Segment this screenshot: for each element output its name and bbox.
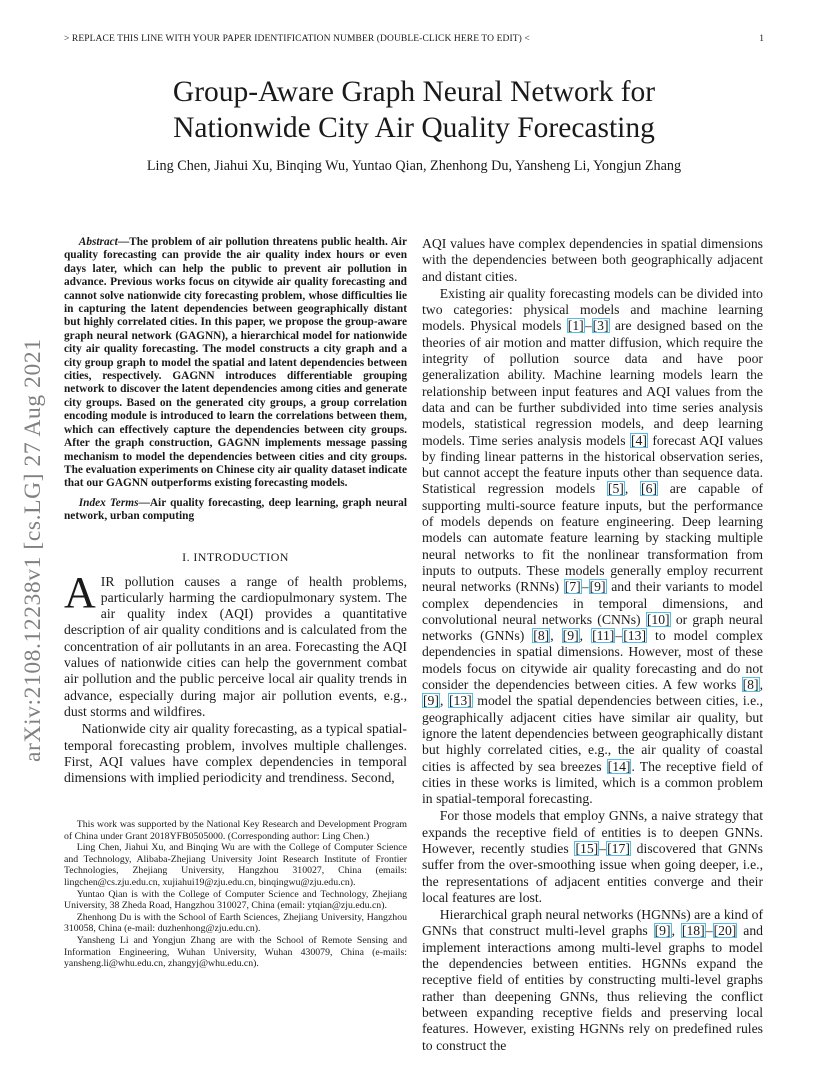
citation-link[interactable]: [17] [607,840,630,856]
footnote-affiliation-2: Yuntao Qian is with the College of Computer Science and Technology, Zhejiang University, 38 Zheda Road, Hangzhou 310027, China (email: ytqian@zju.edu.cn). [64,888,407,912]
title-line-1: Group-Aware Graph Neural Network for [172,76,656,108]
citation-link[interactable]: [9] [562,628,579,644]
page-number: 1 [759,34,764,44]
author-list: Ling Chen, Jiahui Xu, Binqing Wu, Yuntao Qian, Zhenhong Du, Yansheng Li, Yongjun Zhang [146,158,682,174]
right-paragraph-0: AQI values have complex dependencies in spatial dimensions with the dependencies between both geographically adjacent and distant cities. [422,236,763,284]
citation-link[interactable]: [9] [589,579,606,595]
right-paragraph-3: Hierarchical graph neural networks (HGNNs) are a kind of GNNs that construct multi-level graphs [9], [18]–[20] and implement interactions among multi-level graphs to model the dependencies between entities. HGNNs expand the receptive field of entities by constructing multi-level graphs rather than deepening GNNs, thus relieving the conflict between expanding receptive fields and preserving local features. However, existing HGNNs rely on predefined rules to construct the [422,907,764,1053]
footnote-affiliation-4: Yansheng Li and Yongjun Zhang are with the School of Remote Sensing and Information Engineering, Wuhan University, Wuhan 430079, China (e-mails: yansheng.li@whu.edu.cn, zhangyj@whu.edu.cn). [64,934,407,970]
citation-link[interactable]: [5] [607,481,624,497]
index-terms-text: —Air quality forecasting, deep learning, graph neural network, urban computing [64,496,408,523]
right-paragraph-2: For those models that employ GNNs, a naive strategy that expands the receptive field of entities is to deepen GNNs. However, recently studies [15]–[17] discovered that GNNs suffer from the over-smoothing issue when going deeper, i.e., the representations of adjacent entities converge and their local features are lost. [422,808,763,905]
arxiv-identifier-stamp: arXiv:2108.12238v1 [cs.LG] 27 Aug 2021 [20,338,46,762]
abstract-label: Abstract [78,236,118,248]
drop-cap-letter: A [64,567,96,617]
citation-link[interactable]: [9] [423,693,439,709]
footnote-funding: This work was supported by the National Key Research and Development Program of China under Grant 2018YFB0505000. (Corresponding author: Ling Chen.) [64,819,407,842]
citation-link[interactable]: [4] [630,432,647,448]
right-column [422,236,763,1055]
intro-paragraph-1-text: IR pollution causes a range of health problems, particularly harming the cardiopulmonary system. The air quality index (AQI) provides a quantitative description of air quality conditions and is calculated from the concentration of air pollutants in an area. Forecasting the AQI values of nationwide cities can help the government combat air pollution and the public perceive local air quality trends in advance, especially during major air pollution events, e.g., dust storms and wildfires. [64,573,407,719]
index-terms-label: Index Terms [78,496,139,509]
left-column [64,236,407,786]
citation-link[interactable]: [1] [567,318,584,334]
citation-link[interactable]: [3] [592,318,609,334]
citation-link[interactable]: [13] [623,628,647,644]
footnotes [64,819,407,970]
citation-link[interactable]: [18] [681,923,705,939]
abstract-text: —The problem of air pollution threatens public health. Air quality forecasting can provide the air quality index hours or even days later, which can help the public to prevent air pollution in advance. Previous works focus on citywide air quality forecasting and cannot solve nationwide city forecasting problem, whose difficulties lie in capturing the latent dependencies between geographically distant but highly correlated cities. In this paper, we propose the group-aware graph neural network (GAGNN), a hierarchical model for nationwide city air quality forecasting. The model constructs a city graph and a city group graph to model the spatial and latent dependencies between cities, respectively. GAGNN introduces differentiable grouping network to discover the latent dependencies among cities and generate city groups. Based on the generated city groups, a group correlation encoding module is introduced to learn the correlations between them, which can effectively capture the dependencies between city groups. After the graph construction, GAGNN implements message passing mechanism to model the dependencies between cities and city groups. The evaluation experiments on Chinese city air quality dataset indicate that our GAGNN outperforms existing forecasting models. [64,236,407,490]
paper-title [60,74,768,146]
citation-link[interactable]: [6] [641,481,657,497]
citation-link[interactable]: [10] [646,611,670,627]
citation-link[interactable]: [7] [564,579,581,595]
citation-link[interactable]: [13] [448,693,472,709]
abstract [64,236,407,491]
citation-link[interactable]: [9] [654,923,671,939]
citation-link[interactable]: [14] [607,758,631,774]
citation-link[interactable]: [8] [533,628,550,644]
intro-paragraph-1 [64,567,407,721]
footnote-affiliation-1: Ling Chen, Jiahui Xu, and Binqing Wu are with the College of Computer Science and Technology, Alibaba-Zhejiang University Joint Research Institute of Frontier Technologies, Zhejiang University, Hangzhou 310027, China (emails: lingchen@cs.zju.edu.cn, xujiahui19@zju.edu.cn, binqingwu@zju.edu.cn). [64,842,407,888]
index-terms [64,497,407,524]
section-heading-introduction: I. INTRODUCTION [182,549,289,564]
citation-link[interactable]: [11] [592,628,615,644]
title-line-2: Nationwide City Air Quality Forecasting [173,112,655,144]
footnote-affiliation-3: Zhenhong Du is with the School of Earth Sciences, Zhejiang University, Hangzhou 310058, China (e-mail: duzhenhong@zju.edu.cn). [64,911,407,935]
right-paragraph-1: Existing air quality forecasting models can be divided into two categories: physical models and machine learning models. Physical models [1]–[3] are designed based on the theories of air motion and matter diffusion, which require the integrity of pollution source data and have poor generalization ability. Machine learning models learn the relationship between input features and AQI values from the data and can be further subdivided into time series analysis models, statistical regression models, and deep learning models. Time series analysis models [4] forecast AQI values by finding linear patterns in the historical observation series, but cannot accept the feature inputs other than sequence data. Statistical regression models [5], [6] are capable of supporting multi-source feature inputs, but the performance of models depends on feature engineering. Deep learning models can automate feature learning by stacking multiple neural networks to fit the nonlinear transformation from inputs to outputs. These models generally employ recurrent neural networks (RNNs) [7]–[9] and their variants to model complex dependencies in temporal dimensions, and convolutional neural networks (CNNs) [10] or graph neural networks (GNNs) [8], [9], [11]–[13] to model complex dependencies in spatial dimensions. However, most of these models focus on citywide air quality forecasting and do not consider the dependencies between cities. A few works [8], [9], [13] model the spatial dependencies between cities, i.e., geographically adjacent cities have similar air quality, but ignore the latent dependencies between geographically distant but highly correlated cities, e.g., the air quality of coastal cities is affected by sea breezes [14]. The receptive field of cities in these works is limited, which is a common problem in spatial-temporal forecasting. [422,285,764,807]
citation-link[interactable]: [20] [713,923,737,939]
running-header: > REPLACE THIS LINE WITH YOUR PAPER IDENTIFICATION NUMBER (DOUBLE-CLICK HERE TO EDIT) < [64,34,530,44]
intro-paragraph-2: Nationwide city air quality forecasting, as a typical spatial-temporal forecasting problem, involves multiple challenges. First, AQI values have complex dependencies in temporal dimensions with implied periodicity and trendiness. Second, [64,721,407,786]
citation-link[interactable]: [8] [742,677,759,693]
citation-link[interactable]: [15] [575,840,599,856]
